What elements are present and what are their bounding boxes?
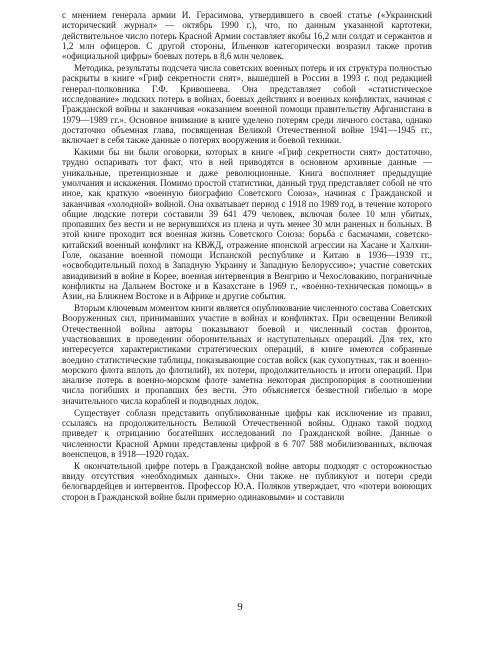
paragraph-4: Вторым ключевым моментом книги является опубликование численного состава Советских Вооруженных сил, принимавших участие в войнах и конфликтах. При освещении Великой Отечественной войны авторы показывают боевой и численный состав фронтов, участвовавших в проведении оборонительных и наступательных операций. Для тех, кто интересуется характеристиками стратегических операций, в книге имеются собранные воедино статистические таблицы, показывающие состав войск (как сухопутных, так и военно-морского флота вплоть до флотилий), их потери, продолжительность и итоги операций. При анализе потерь в военно-морском флоте заметна некоторая диспропорция в соотношении числа погибших и пропавших без вести. Это объясняется безвестной гибелью в море значительного числа кораблей и подводных лодок. [62,303,432,406]
page-body [62,10,432,502]
paragraph-2: Методика, результаты подсчета числа советских военных потерь и их структура полностью раскрыты в книге «Гриф секретности снят», вышедшей в России в 1993 г. под редакцией генерал-полковника Г.Ф. Кривошеева. Она представляет собой «статистическое исследование» людских потерь в войнах, боевых действиях и военных конфликтах, начиная с Гражданской войны и заканчивая «оказанием военной помощи правительству Афганистана в 1979—1989 гг.». Основное внимание в книге уделено потерям среди личного состава, однако достаточно объемная глава, посвященная Великой Отечественной войне 1941—1945 гг., включает в себя также данные о потерях вооружения и боевой техники. [62,63,432,146]
paragraph-6: К окончательной цифре потерь в Гражданской войне авторы подходят с осторожностью ввиду отсутствия «необходимых данных». Они также не публикуют и потери среди белогвардейцев и интервентов. Профессор Ю.А. Поляков утверждает, что «потери воюющих сторон в Гражданской войне были примерно одинаковыми» и составили [62,460,432,502]
paragraph-1: с мнением генерала армии И. Герасимова, утвердившего в своей статье («Украинский исторический журнал» — октябрь 1990 г.), что, по данным указанной картотеки, действительное число потерь Красной Армии составляет якобы 16,2 млн солдат и сержантов и 1,2 млн офицеров. С другой стороны, Ильенков категорически возразил также против «официальной цифры» боевых потерь в 8,6 млн человек. [62,10,432,62]
paragraph-5: Существует соблазн представить опубликованные цифры как исключение из правил, ссылаясь на продолжительность Великой Отечественной войны. Однако такой подход приведет к отрицанию богатейших исследований по Гражданской войне. Данные о численности Красной Армии представлены цифрой в 6 707 588 мобилизованных, включая военспецов, в 1918—1920 годах. [62,407,432,459]
page-number: 9 [237,601,243,613]
paragraph-3: Какими бы ни были оговорки, которых в книге «Гриф секретности снят» достаточно, трудно оспаривать тот факт, что в ней приводятся в основном архивные данные — уникальные, претенциозные и даже революционные. Книга восполняет предыдущие умолчания и искажения. Помимо простой статистики, данный труд представляет собой не что иное, как краткую «военную биографию Советского Союза», начиная с Гражданской и заканчивая «холодной» войной. Она охватывает период с 1918 по 1989 год, в течение которого общие людские потери составили 39 641 479 человек, включая более 10 млн убитых, пропавших без вести и не вернувшихся из плена и чуть менее 30 млн раненых и больных. В этой книге проходит вся военная жизнь Советского Союза: борьба с басмачами, советско-китайский военный конфликт на КВЖД, отражение японской агрессии на Хасане и Халхин-Голе, оказание военной помощи Испанской республике и Китаю в 1936—1939 гг., «освободительный поход в Западную Украину и Западную Белоруссию»; участие советских авиадивизий в войне в Корее, военная интервенция в Венгрию и Чехословакию, пограничные конфликты на Дальнем Востоке и в Казахстане в 1969 г., «военно-техническая помощь» в Азии, на Ближнем Востоке и в Африке и другие события. [62,147,432,302]
